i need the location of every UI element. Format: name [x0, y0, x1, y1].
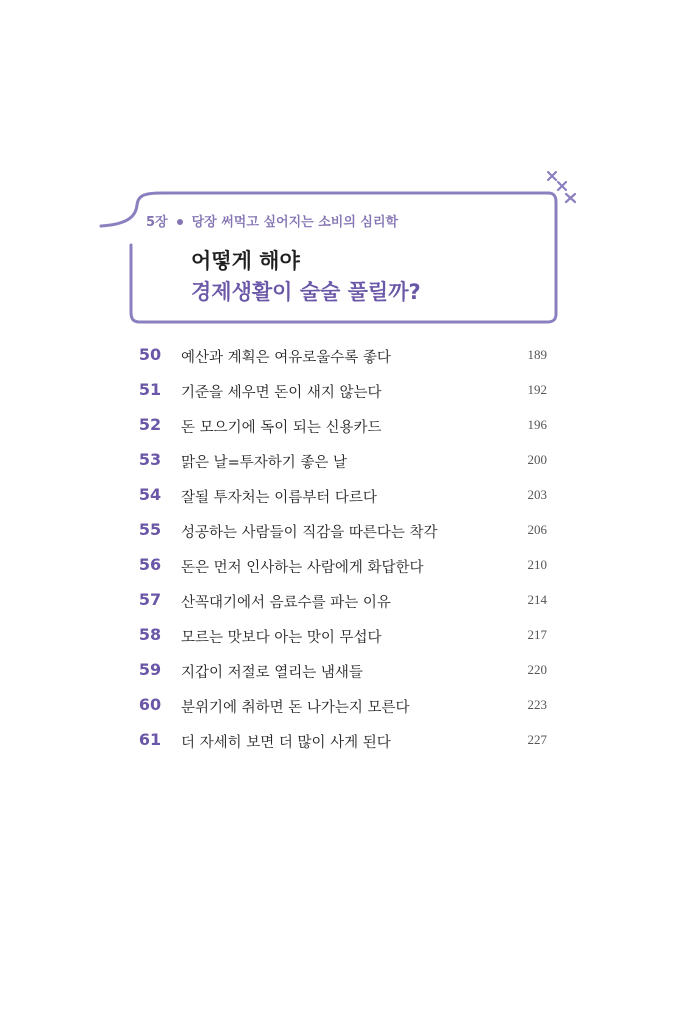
toc-entry-number: 56 — [138, 555, 162, 574]
toc-entry-number: 55 — [138, 520, 162, 539]
bullet-dot-icon — [177, 219, 183, 225]
toc-entry-page: 206 — [527, 522, 547, 537]
toc-entry[interactable] — [0, 411, 689, 439]
toc-entry[interactable] — [0, 376, 689, 404]
toc-entry-page: 214 — [527, 592, 547, 607]
toc-entry-number: 61 — [138, 730, 162, 749]
toc-entry-number: 57 — [138, 590, 162, 609]
toc-entry-page: 227 — [527, 732, 547, 747]
toc-entry[interactable] — [0, 551, 689, 579]
toc-entry-page: 203 — [527, 487, 547, 502]
toc-entry[interactable] — [0, 341, 689, 369]
toc-entry-title: 잘될 투자처는 이름부터 다르다 — [181, 490, 377, 506]
toc-entry[interactable] — [0, 446, 689, 474]
toc-entry-page: 192 — [527, 382, 547, 397]
toc-entry[interactable] — [0, 586, 689, 614]
toc-entry-title: 맑은 날=투자하기 좋은 날 — [181, 455, 348, 471]
chapter-label — [146, 211, 398, 230]
toc-entry-title: 돈은 먼저 인사하는 사람에게 화답한다 — [181, 560, 424, 576]
sparkle-icon — [548, 172, 575, 202]
toc-entry-page: 223 — [527, 697, 547, 712]
toc-entry-page: 210 — [527, 557, 547, 572]
toc-entry-number: 53 — [138, 450, 162, 469]
toc-entry-number: 50 — [138, 345, 162, 364]
toc-entry-number: 54 — [138, 485, 162, 504]
toc-entry[interactable] — [0, 481, 689, 509]
toc-entry[interactable] — [0, 621, 689, 649]
toc-entry-number: 58 — [138, 625, 162, 644]
toc-entry-title: 성공하는 사람들이 직감을 따른다는 착각 — [181, 525, 438, 541]
toc-entry-number: 60 — [138, 695, 162, 714]
toc-entry-page: 189 — [527, 347, 547, 362]
toc-entry-title: 모르는 맛보다 아는 맛이 무섭다 — [181, 630, 382, 646]
toc-entry-page: 220 — [527, 662, 547, 677]
toc-entry-title: 돈 모으기에 독이 되는 신용카드 — [181, 420, 382, 436]
chapter-number: 5장 — [146, 215, 168, 230]
toc-entry-title: 더 자세히 보면 더 많이 사게 된다 — [181, 735, 391, 751]
toc-entry-number: 59 — [138, 660, 162, 679]
toc-entry-title: 산꼭대기에서 음료수를 파는 이유 — [181, 595, 391, 611]
toc-entry-page: 196 — [527, 417, 547, 432]
toc-entry-title: 기준을 세우면 돈이 새지 않는다 — [181, 385, 382, 401]
toc-entry[interactable] — [0, 516, 689, 544]
toc-entry[interactable] — [0, 656, 689, 684]
toc-entry-title: 지갑이 저절로 열리는 냄새들 — [181, 665, 363, 681]
chapter-title-line1: 어떻게 해야 — [191, 249, 300, 273]
toc-entry-page: 200 — [527, 452, 547, 467]
toc-entry-page: 217 — [527, 627, 547, 642]
toc-entry-title: 분위기에 취하면 돈 나가는지 모른다 — [181, 700, 410, 716]
toc-entry[interactable] — [0, 726, 689, 754]
chapter-subtitle: 당장 써먹고 싶어지는 소비의 심리학 — [191, 215, 399, 230]
chapter-title-line2: 경제생활이 술술 풀릴까? — [191, 280, 421, 304]
toc-entry-number: 51 — [138, 380, 162, 399]
toc-entry-title: 예산과 계획은 여유로울수록 좋다 — [181, 350, 391, 366]
toc-entry[interactable] — [0, 691, 689, 719]
toc-entry-number: 52 — [138, 415, 162, 434]
